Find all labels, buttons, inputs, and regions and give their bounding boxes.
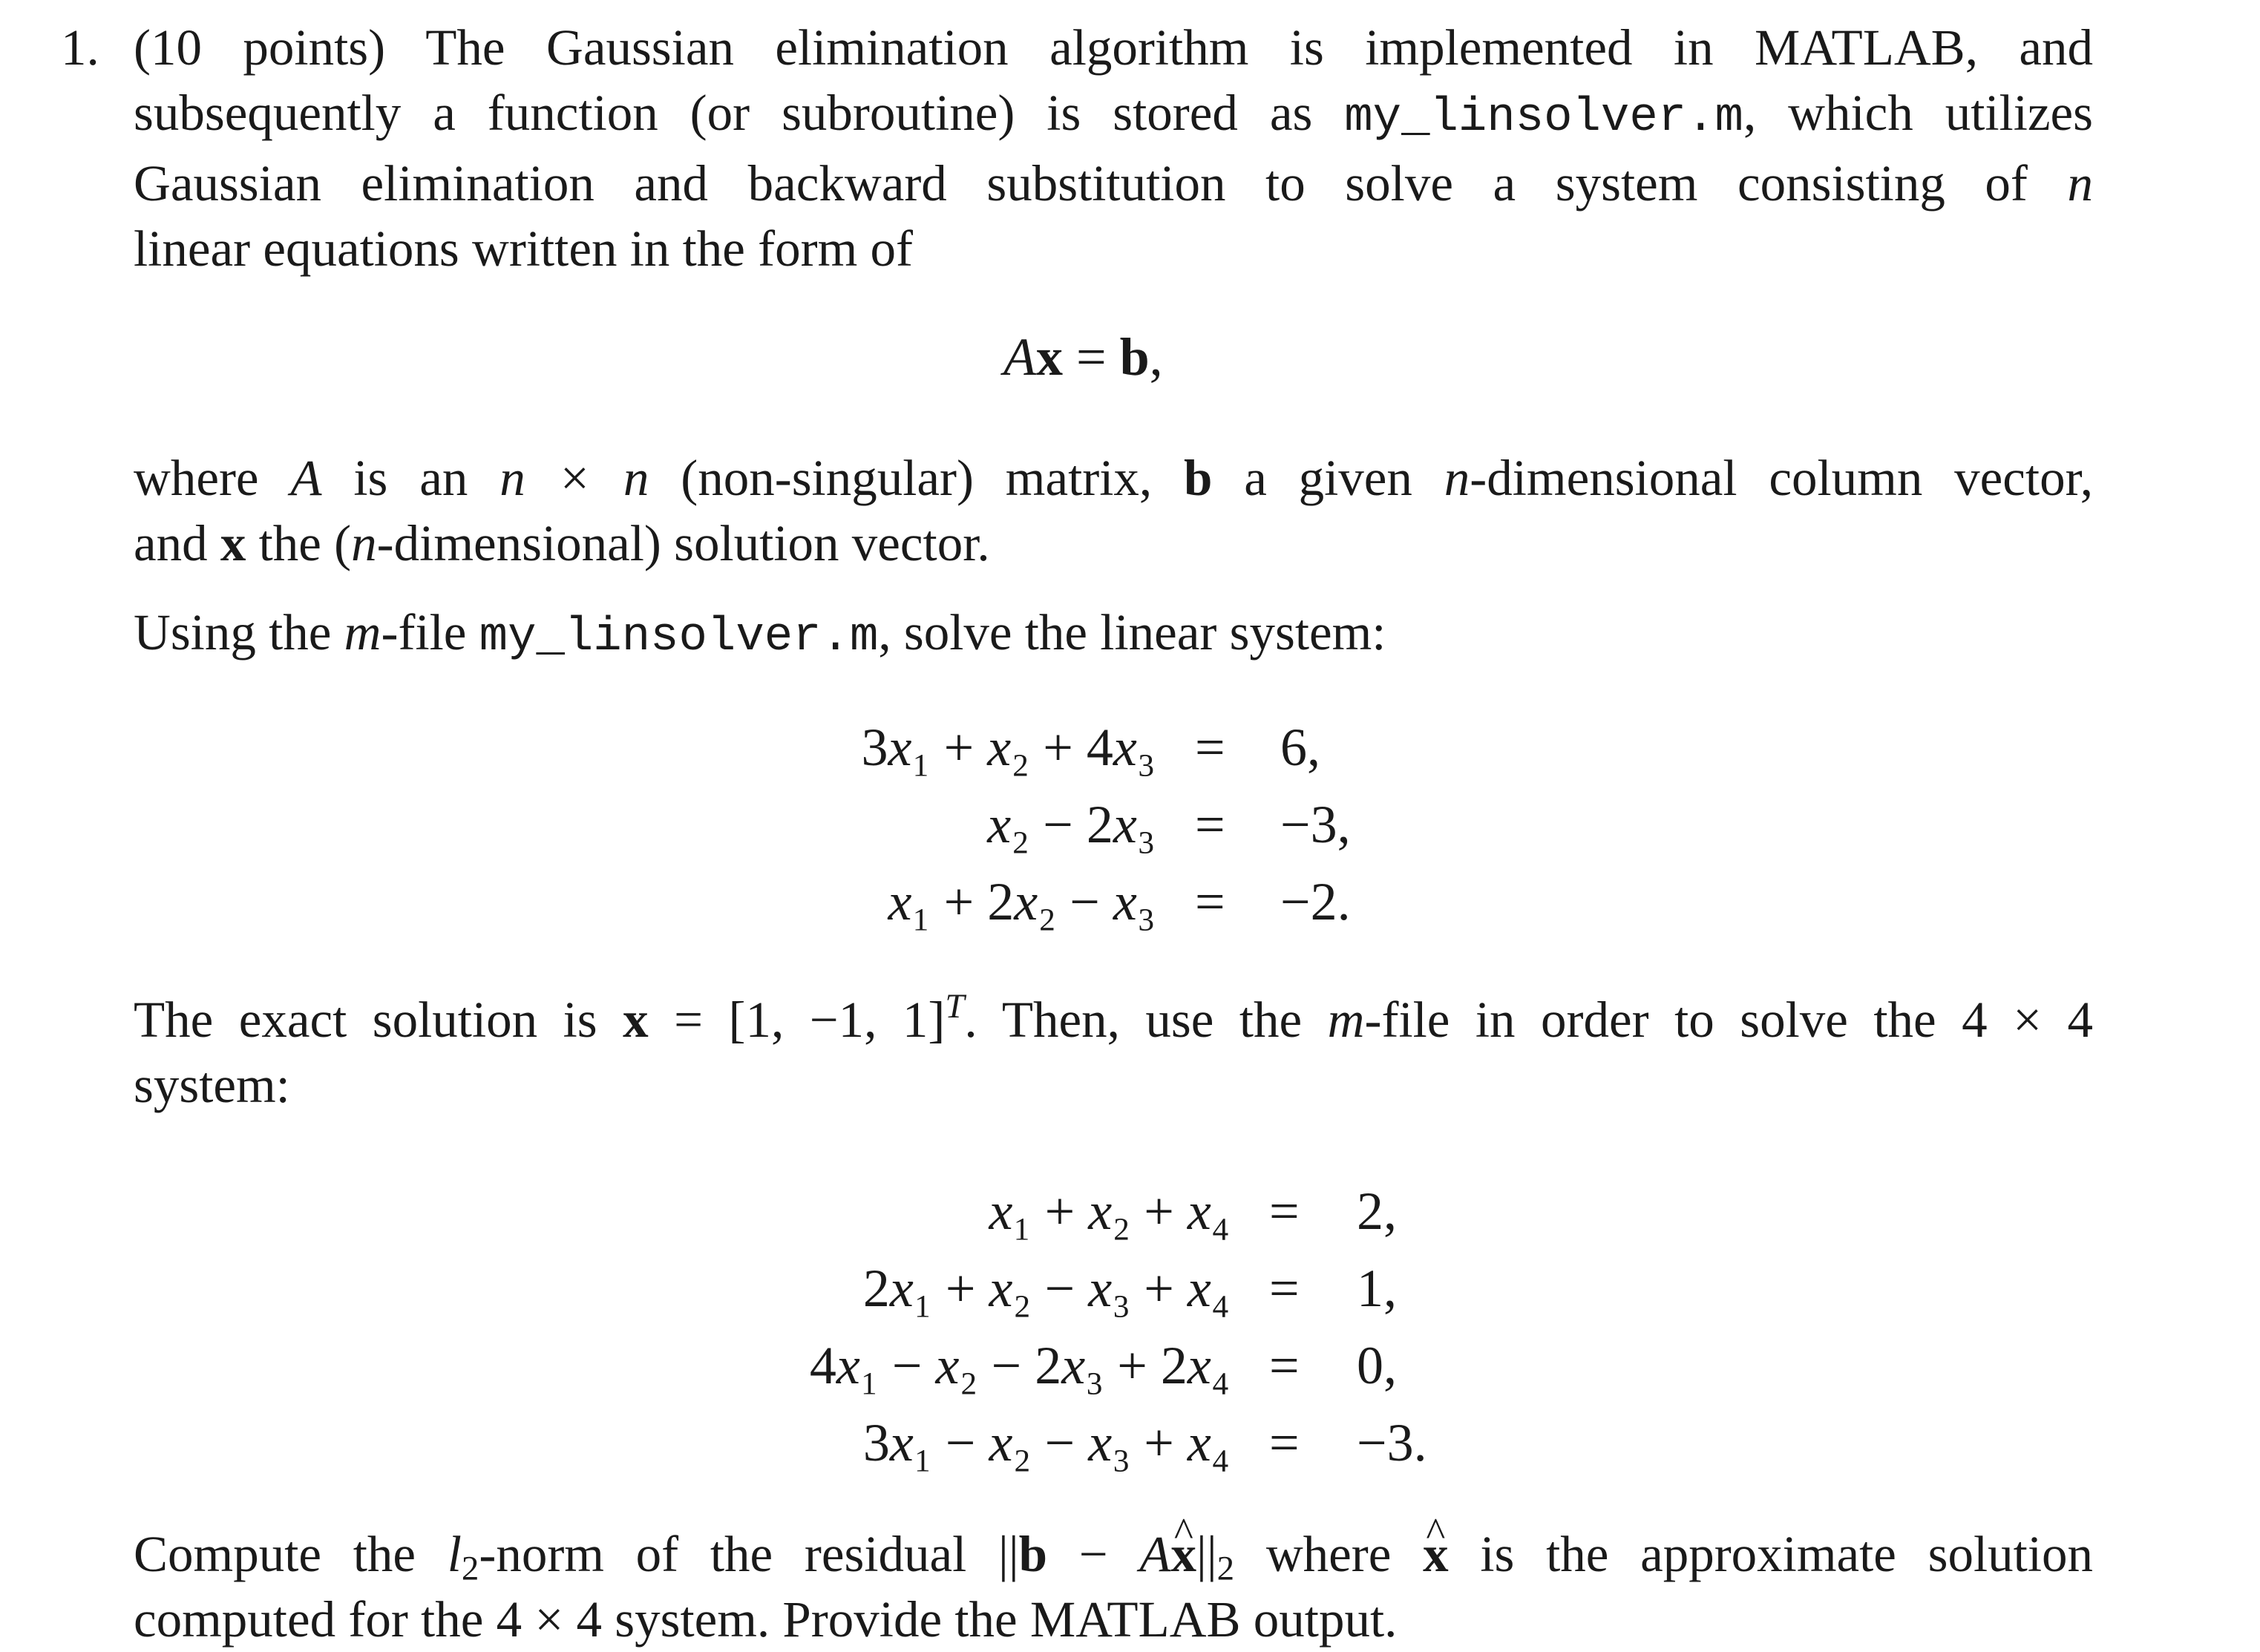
system3-rhs-1: 6, — [1280, 718, 1320, 777]
intro-line-3 — [134, 151, 2093, 216]
where-text-c: (non-singular) matrix, — [681, 450, 1153, 506]
compute-line-1 — [134, 1521, 2093, 1587]
var-n: n — [2067, 155, 2094, 212]
where-text-f: and — [134, 515, 208, 571]
exact-text-a: The exact solution is — [134, 991, 597, 1048]
intro-text-2b: , which utilizes — [1743, 85, 2093, 141]
system3-eq-2: = — [1195, 795, 1225, 854]
system3-lhs-2: x₂ − 2x₃ — [987, 795, 1156, 854]
where-line-1 — [134, 445, 2093, 511]
intro-text-1: The Gaussian elimination algorithm is implemented in MATLAB, and — [425, 19, 2093, 76]
where-vector-x: x — [220, 515, 246, 571]
system4-rhs-1: 2, — [1357, 1181, 1397, 1241]
system4-rhs-4: −3. — [1357, 1413, 1427, 1472]
exact-line-1 — [134, 987, 2093, 1052]
system-4x4 — [0, 1173, 2260, 1492]
compute-text-b: -norm of the residual || — [479, 1526, 1019, 1582]
using-m: m — [344, 604, 381, 661]
main-equation — [1003, 327, 1163, 388]
problem-number: 1. — [61, 19, 99, 76]
system4-eq-4: = — [1269, 1413, 1300, 1472]
filename-code: my_linsolver.m — [1344, 91, 1743, 145]
using-text-b: -file — [381, 604, 467, 661]
compute-text-e: where — [1234, 1526, 1392, 1582]
where-text-b: is an — [353, 450, 468, 506]
residual-subscript: 2 — [1216, 1549, 1235, 1588]
exact-vector-x: x — [623, 991, 649, 1048]
residual-minus: − — [1047, 1526, 1140, 1582]
compute-line-2: computed for the 4 × 4 system. Provide the MATLAB output. — [134, 1591, 1398, 1648]
where-text-g: the ( — [258, 515, 352, 571]
norm-l-subscript: 2 — [461, 1549, 479, 1588]
eq-comma: , — [1149, 327, 1163, 387]
transpose-mark: T — [945, 987, 965, 1026]
using-text-a: Using the — [134, 604, 332, 661]
where-text-h: -dimensional) solution vector. — [376, 515, 990, 571]
system3-lhs-1: 3x₁ + x₂ + 4x₃ — [861, 718, 1156, 777]
system4-eq-2: = — [1269, 1259, 1300, 1318]
intro-paragraph — [134, 15, 2093, 281]
system4-lhs-3: 4x₁ − x₂ − 2x₃ + 2x₄ — [809, 1336, 1230, 1395]
where-n-by-n: n × n — [500, 450, 649, 506]
eq-vector-b: b — [1119, 327, 1150, 387]
eq-equals: = — [1062, 327, 1120, 387]
compute-text-a: Compute the — [134, 1526, 416, 1582]
using-line — [134, 600, 2093, 670]
residual-bars: || — [1196, 1526, 1217, 1582]
system4-rhs-2: 1, — [1357, 1259, 1397, 1318]
where-text-e: -dimensional column vector, — [1470, 450, 2094, 506]
system3-rhs-3: −2. — [1280, 872, 1351, 931]
system3-rhs-2: −3, — [1280, 795, 1351, 854]
where-n: n — [1444, 450, 1470, 506]
residual-b: b — [1018, 1526, 1048, 1582]
where-vector-b: b — [1183, 450, 1213, 506]
compute-text-f: is the approximate solution — [1480, 1526, 2094, 1582]
where-line-2 — [134, 511, 2093, 576]
system-3x3 — [0, 709, 2260, 954]
system4-eq-3: = — [1269, 1336, 1300, 1395]
points-label: (10 points) — [134, 19, 386, 76]
eq-matrix-a: A — [1003, 327, 1036, 387]
where-n-2: n — [351, 515, 377, 571]
where-matrix-a: A — [290, 450, 322, 506]
system4-eq-1: = — [1269, 1181, 1300, 1241]
system3-eq-3: = — [1195, 872, 1225, 931]
system4-lhs-2: 2x₁ + x₂ − x₃ + x₄ — [862, 1259, 1230, 1318]
intro-line-2 — [134, 80, 2093, 151]
exact-text-d: -file in order to solve the 4 × 4 — [1364, 991, 2093, 1048]
exact-text-c: . Then, use the — [964, 991, 1303, 1048]
using-paragraph — [134, 600, 2093, 670]
using-filename-code: my_linsolver.m — [479, 611, 879, 664]
intro-text-3: Gaussian elimination and backward substitution to solve a system consisting of — [134, 155, 2028, 212]
intro-line-4: linear equations written in the form of — [134, 220, 914, 277]
exact-m: m — [1327, 991, 1365, 1048]
exact-solution-value: = [1, −1, 1] — [648, 991, 946, 1048]
where-text-a: where — [134, 450, 259, 506]
exact-line-2: system: — [134, 1057, 290, 1113]
residual-x-hat: x ^ — [1171, 1521, 1197, 1587]
system3-lhs-3: x₁ + 2x₂ − x₃ — [888, 872, 1156, 931]
residual-a: A — [1139, 1526, 1171, 1582]
where-text-d: a given — [1244, 450, 1412, 506]
system4-lhs-4: 3x₁ − x₂ − x₃ + x₄ — [862, 1413, 1230, 1472]
norm-l: l — [447, 1526, 462, 1582]
system4-rhs-3: 0, — [1357, 1336, 1397, 1395]
intro-text-2a: subsequently a function (or subroutine) is stored as — [134, 85, 1313, 141]
intro-line-1 — [134, 15, 2093, 80]
approx-x-hat: x ^ — [1423, 1521, 1449, 1587]
exact-paragraph — [134, 987, 2093, 1118]
system4-lhs-1: x₁ + x₂ + x₄ — [989, 1181, 1230, 1241]
eq-vector-x: x — [1035, 327, 1063, 387]
using-text-c: , solve the linear system: — [878, 604, 1386, 661]
system3-eq-1: = — [1195, 718, 1225, 777]
compute-paragraph — [134, 1521, 2093, 1652]
where-paragraph — [134, 445, 2093, 576]
